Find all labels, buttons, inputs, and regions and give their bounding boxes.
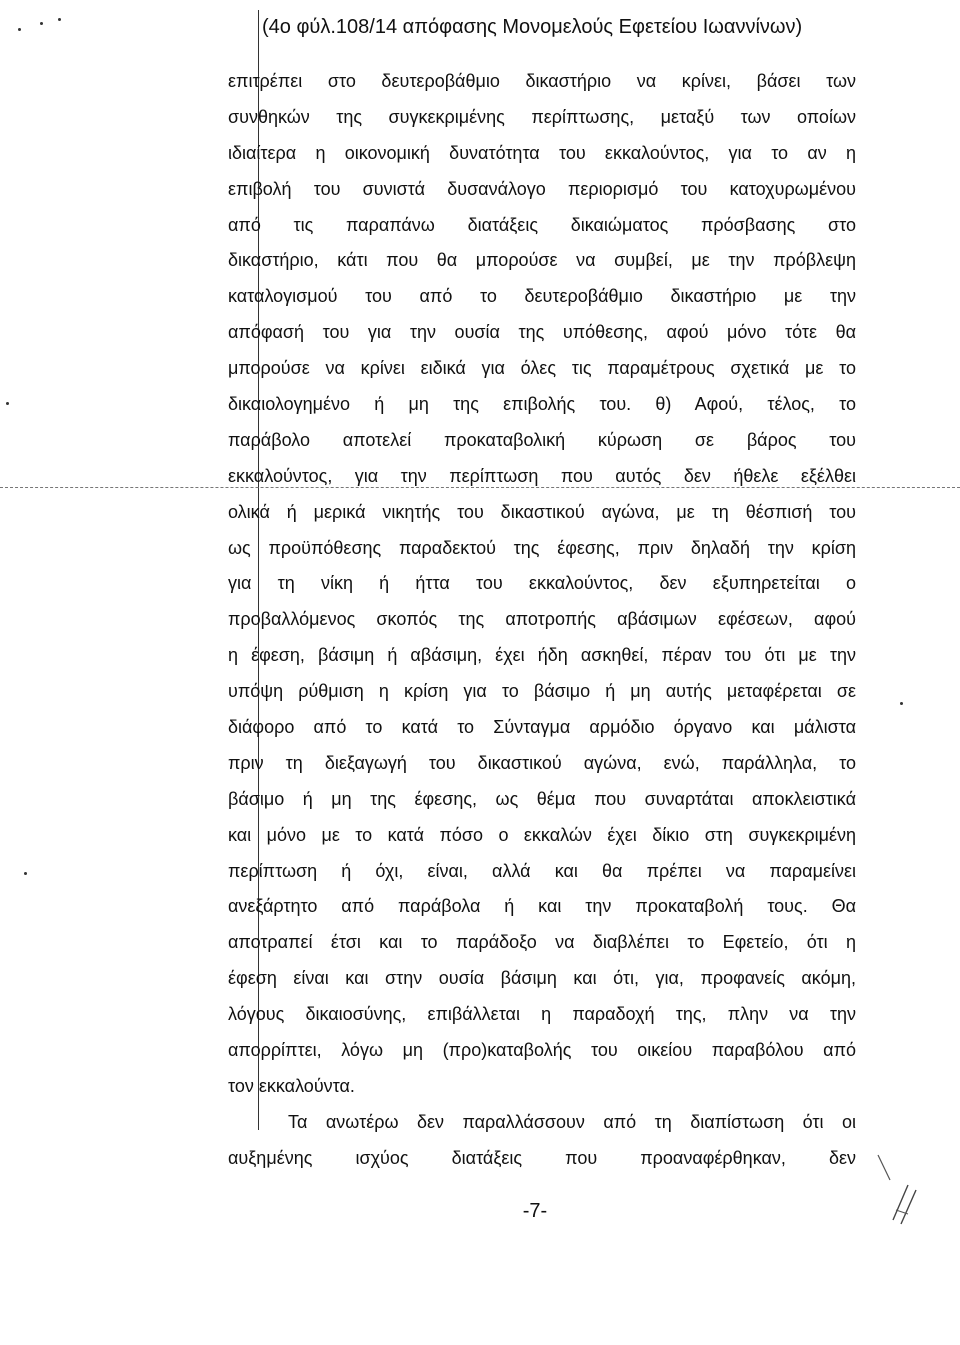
text-line: ανεξάρτητο από παράβολα ή και την προκαταβολή τους. Θα — [228, 896, 856, 917]
document-body — [228, 64, 856, 1177]
text-line: μπορούσε να κρίνει ειδικά για όλες τις παραμέτρους σχετικά με το — [228, 358, 856, 379]
text-line: απόφασή του για την ουσία της υπόθεσης, αφού μόνο τότε θα — [228, 322, 856, 343]
text-line: τον εκκαλούντα. — [228, 1075, 355, 1096]
text-line: καταλογισμού του από το δευτεροβάθμιο δικαστήριο με την — [228, 286, 856, 307]
text-line: από τις παραπάνω διατάξεις δικαιώματος πρόσβασης στο — [228, 214, 856, 235]
text-line: βάσιμο ή μη της έφεσης, ως θέμα που συναρτάται αποκλειστικά — [228, 788, 856, 809]
text-line: έφεση είναι και στην ουσία βάσιμη και ότι, για, προφανείς ακόμη, — [228, 968, 856, 989]
text-line: η έφεση, βάσιμη ή αβάσιμη, έχει ήδη ασκηθεί, πέραν του ότι με την — [228, 645, 856, 666]
scan-speck — [58, 18, 61, 21]
text-line: υπόψη ρύθμιση η κρίση για το βάσιμο ή μη αυτής μεταφέρεται σε — [228, 681, 856, 702]
text-line: επιτρέπει στο δευτεροβάθμιο δικαστήριο να κρίνει, βάσει των — [228, 71, 856, 91]
page-number: -7- — [522, 1200, 548, 1222]
text-line: απορρίπτει, λόγω μη (προ)καταβολής του οικείου παραβόλου από — [228, 1040, 856, 1061]
scan-speck — [40, 22, 43, 25]
text-line: προβαλλόμενος σκοπός της αποτροπής αβάσιμων εφέσεων, αφού — [228, 609, 856, 630]
text-line: αποτραπεί έτσι και το παράδοξο να διαβλέπει το Εφετείο, ότι η — [228, 932, 856, 953]
text-line: πριν τη διεξαγωγή του δικαστικού αγώνα, ενώ, παράλληλα, το — [228, 752, 856, 773]
scan-speck — [18, 28, 21, 31]
text-line: δικαιολογημένο ή μη της επιβολής του. θ) Αφού, τέλος, το — [228, 394, 856, 415]
text-line: για τη νίκη ή ήττα του εκκαλούντος, δεν εξυπηρετείται ο — [228, 573, 856, 594]
handwritten-mark — [868, 1150, 928, 1230]
text-line: περίπτωση ή όχι, είναι, αλλά και θα πρέπει να παραμείνει — [228, 860, 856, 881]
scan-speck — [900, 702, 903, 705]
text-line: συνθηκών της συγκεκριμένης περίπτωσης, μεταξύ των οποίων — [228, 106, 856, 127]
text-line: ως προϋπόθεσης παραδεκτού της έφεσης, πριν δηλαδή την κρίση — [228, 537, 856, 558]
text-line: εκκαλούντος, για την περίπτωση που αυτός δεν ήθελε εξέλθει — [228, 465, 856, 486]
text-line: αυξημένης ισχύος διατάξεις που προαναφέρθηκαν, δεν — [228, 1147, 856, 1168]
text-line: δικαστήριο, κάτι που θα μπορούσε να συμβεί, με την πρόβλεψη — [228, 250, 856, 271]
text-line: επιβολή του συνιστά δυσανάλογο περιορισμό του κατοχυρωμένου — [228, 178, 856, 199]
text-line: παράβολο αποτελεί προκαταβολική κύρωση σε βάρος του — [228, 429, 856, 450]
scan-speck — [24, 872, 27, 875]
text-line: ολικά ή μερικά νικητής του δικαστικού αγώνα, με τη θέσπισή του — [228, 501, 856, 522]
text-line: λόγους δικαιοσύνης, επιβάλλεται η παραδοχή της, πλην να την — [228, 1004, 856, 1025]
scan-speck — [6, 402, 9, 405]
document-header: (4ο φύλ.108/14 απόφασης Μονομελούς Εφετείου Ιωαννίνων) — [262, 16, 803, 38]
paragraph-start-line: Τα ανωτέρω δεν παραλλάσσουν από τη διαπίστωση ότι οι — [288, 1111, 856, 1132]
text-line: ιδιαίτερα η οικονομική δυνατότητα του εκκαλούντος, για το αν η — [228, 142, 856, 163]
text-line: και μόνο με το κατά πόσο ο εκκαλών έχει δίκιο στη συγκεκριμένη — [228, 824, 856, 845]
text-line: διάφορο από το κατά το Σύνταγμα αρμόδιο όργανο και μάλιστα — [228, 717, 856, 738]
